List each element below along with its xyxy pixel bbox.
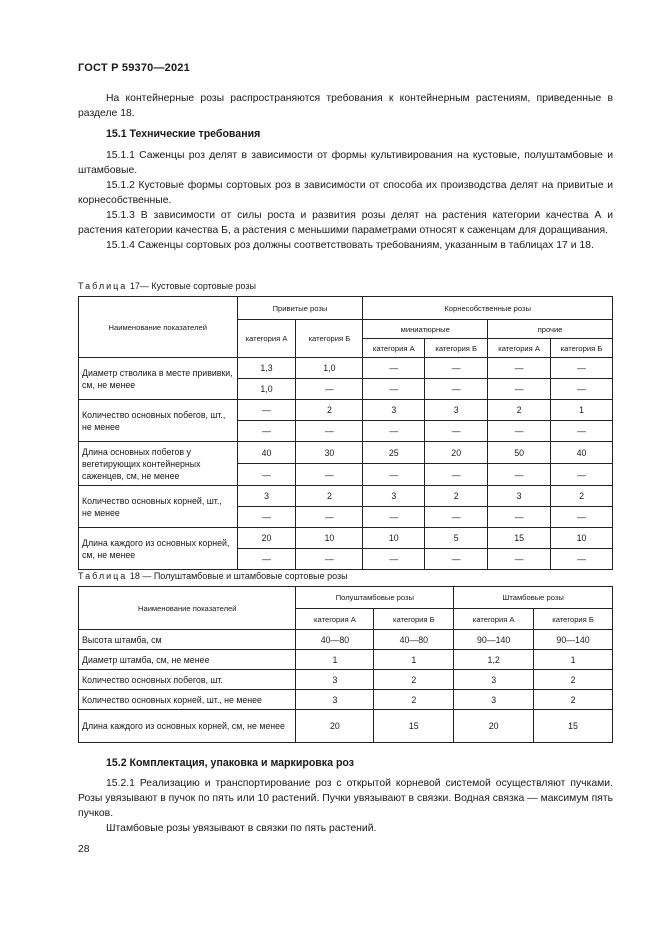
- cell: —: [551, 549, 613, 570]
- table-row: [79, 670, 613, 690]
- cell: —: [488, 507, 551, 528]
- intro-paragraph: На контейнерные розы распространяются требования к контейнерным растениям, приведенные в разделе 18.: [78, 93, 613, 119]
- cell: 3: [488, 486, 551, 507]
- cell: 15: [534, 710, 613, 743]
- cell: 15: [488, 528, 551, 549]
- cell: —: [296, 464, 363, 486]
- cell: —: [425, 421, 488, 442]
- cell: 3: [425, 400, 488, 421]
- page-number: 28: [78, 844, 90, 855]
- cell: 40: [551, 442, 613, 464]
- header-cat-a: категория А: [363, 339, 425, 358]
- cell: 1: [551, 400, 613, 421]
- cell: —: [425, 358, 488, 379]
- cell: 3: [237, 486, 296, 507]
- row-label: Количество основных корней, шт., не менее: [79, 690, 296, 710]
- cell: —: [296, 379, 363, 400]
- cell: 20: [425, 442, 488, 464]
- row-label: Высота штамба, см: [79, 630, 296, 650]
- cell: 1,3: [237, 358, 296, 379]
- cell: —: [488, 464, 551, 486]
- header-cat-b: категория Б: [374, 609, 454, 630]
- table-row: [79, 630, 613, 650]
- table-18: [78, 586, 613, 743]
- paragraph-15-1-2: 15.1.2 Кустовые формы сортовых роз в зависимости от способа их производства делят на привитые и корнесобственные.: [78, 180, 613, 206]
- table-row: [79, 486, 613, 507]
- header-other: прочие: [488, 320, 613, 339]
- cell: —: [237, 464, 296, 486]
- document-header: ГОСТ Р 59370—2021: [78, 62, 190, 74]
- cell: 20: [454, 710, 534, 743]
- cell: 1,0: [296, 358, 363, 379]
- cell: 5: [425, 528, 488, 549]
- header-miniature: миниатюрные: [363, 320, 488, 339]
- cell: 3: [363, 486, 425, 507]
- row-label: Длина каждого из основных корней, см, не менее: [79, 528, 238, 570]
- cell: —: [425, 464, 488, 486]
- caption-text: 18 — Полуштамбовые и штамбовые сортовые розы: [129, 571, 348, 581]
- header-cat-b: категория Б: [534, 609, 613, 630]
- row-label: Количество основных побегов, шт., не менее: [79, 400, 238, 442]
- cell: 2: [488, 400, 551, 421]
- cell: —: [551, 421, 613, 442]
- row-label: Количество основных побегов, шт.: [79, 670, 296, 690]
- cell: 40—80: [296, 630, 374, 650]
- row-label: Длина каждого из основных корней, см, не менее: [79, 710, 296, 743]
- table-row: [79, 690, 613, 710]
- cell: —: [425, 507, 488, 528]
- cell: —: [296, 507, 363, 528]
- paragraph-15-2-1: 15.2.1 Реализацию и транспортирование роз с открытой корневой системой осуществляют пучками. Розы увязывают в пучок по пять или 10 растений. Пучки увязывают в связки. Водная связка — максимум пять пучков.: [78, 778, 613, 819]
- cell: 10: [296, 528, 363, 549]
- cell: —: [425, 379, 488, 400]
- cell: 50: [488, 442, 551, 464]
- cell: 3: [454, 690, 534, 710]
- header-name: Наименование показателей: [79, 587, 296, 630]
- cell: —: [488, 421, 551, 442]
- header-grafted: Привитые розы: [237, 297, 363, 320]
- cell: 3: [454, 670, 534, 690]
- cell: —: [237, 421, 296, 442]
- cell: 2: [296, 400, 363, 421]
- table-17-caption: [78, 281, 256, 291]
- header-cat-b: категория Б: [551, 339, 613, 358]
- table-row: [79, 358, 613, 379]
- cell: 90—140: [534, 630, 613, 650]
- table-row: [79, 710, 613, 743]
- cell: 2: [296, 486, 363, 507]
- table-17: [78, 296, 613, 570]
- paragraph-15-1-1: 15.1.1 Саженцы роз делят в зависимости от формы культивирования на кустовые, полуштамбовые и штамбовые.: [78, 150, 613, 176]
- cell: —: [237, 400, 296, 421]
- cell: —: [363, 464, 425, 486]
- row-label: Количество основных корней, шт., не менее: [79, 486, 238, 528]
- cell: 20: [237, 528, 296, 549]
- header-name: Наименование показателей: [79, 297, 238, 358]
- cell: —: [488, 379, 551, 400]
- header-cat-a: категория А: [488, 339, 551, 358]
- header-standard: Штамбовые розы: [454, 587, 613, 609]
- cell: 10: [363, 528, 425, 549]
- header-cat-b: категория Б: [296, 320, 363, 358]
- row-label: Диаметр стволика в месте прививки, см, не менее: [79, 358, 238, 400]
- paragraph-15-1-3: 15.1.3 В зависимости от силы роста и развития розы делят на растения категории качества А и растения категории качества Б, а растения с меньшими параметрами относят к саженцам для доращивания.: [78, 210, 613, 236]
- cell: 1,2: [454, 650, 534, 670]
- cell: —: [296, 421, 363, 442]
- cell: —: [363, 358, 425, 379]
- cell: —: [237, 549, 296, 570]
- cell: 25: [363, 442, 425, 464]
- cell: 1: [296, 650, 374, 670]
- cell: 2: [551, 486, 613, 507]
- cell: —: [363, 421, 425, 442]
- caption-text: 17— Кустовые сортовые розы: [129, 281, 256, 291]
- paragraph-15-1-4: 15.1.4 Саженцы сортовых роз должны соответствовать требованиям, указанным в таблицах 17 и 18.: [106, 240, 594, 251]
- table-row: [79, 400, 613, 421]
- cell: 40—80: [374, 630, 454, 650]
- cell: —: [363, 379, 425, 400]
- cell: —: [551, 379, 613, 400]
- cell: —: [296, 549, 363, 570]
- cell: 2: [374, 690, 454, 710]
- header-cat-a: категория А: [237, 320, 296, 358]
- cell: —: [237, 507, 296, 528]
- header-cat-a: категория А: [296, 609, 374, 630]
- cell: 1: [534, 650, 613, 670]
- cell: 10: [551, 528, 613, 549]
- cell: 40: [237, 442, 296, 464]
- cell: —: [425, 549, 488, 570]
- cell: 3: [363, 400, 425, 421]
- cell: 3: [296, 670, 374, 690]
- caption-word: Таблица: [78, 281, 128, 291]
- cell: —: [488, 549, 551, 570]
- cell: —: [551, 507, 613, 528]
- cell: 20: [296, 710, 374, 743]
- cell: 1: [374, 650, 454, 670]
- cell: 2: [534, 690, 613, 710]
- cell: —: [363, 549, 425, 570]
- cell: —: [551, 464, 613, 486]
- cell: 15: [374, 710, 454, 743]
- header-semi-standard: Полуштамбовые розы: [296, 587, 454, 609]
- cell: 90—140: [454, 630, 534, 650]
- cell: 2: [425, 486, 488, 507]
- caption-word: Таблица: [78, 571, 128, 581]
- header-cat-a: категория А: [454, 609, 534, 630]
- paragraph-15-2-2: Штамбовые розы увязывают в связки по пять растений.: [106, 823, 377, 834]
- section-15-2-title: 15.2 Комплектация, упаковка и маркировка роз: [106, 757, 355, 769]
- table-row: [79, 442, 613, 464]
- cell: 3: [296, 690, 374, 710]
- table-row: [79, 650, 613, 670]
- table-row: [79, 528, 613, 549]
- header-cat-b: категория Б: [425, 339, 488, 358]
- cell: 30: [296, 442, 363, 464]
- cell: —: [551, 358, 613, 379]
- header-own-root: Корнесобственные розы: [363, 297, 613, 320]
- section-15-1-title: 15.1 Технические требования: [106, 128, 261, 140]
- cell: —: [363, 507, 425, 528]
- row-label: Длина основных побегов у вегетирующих контейнерных саженцев, см, не менее: [79, 442, 238, 486]
- cell: 1,0: [237, 379, 296, 400]
- cell: —: [488, 358, 551, 379]
- row-label: Диаметр штамба, см, не менее: [79, 650, 296, 670]
- cell: 2: [534, 670, 613, 690]
- cell: 2: [374, 670, 454, 690]
- table-18-caption: [78, 571, 348, 581]
